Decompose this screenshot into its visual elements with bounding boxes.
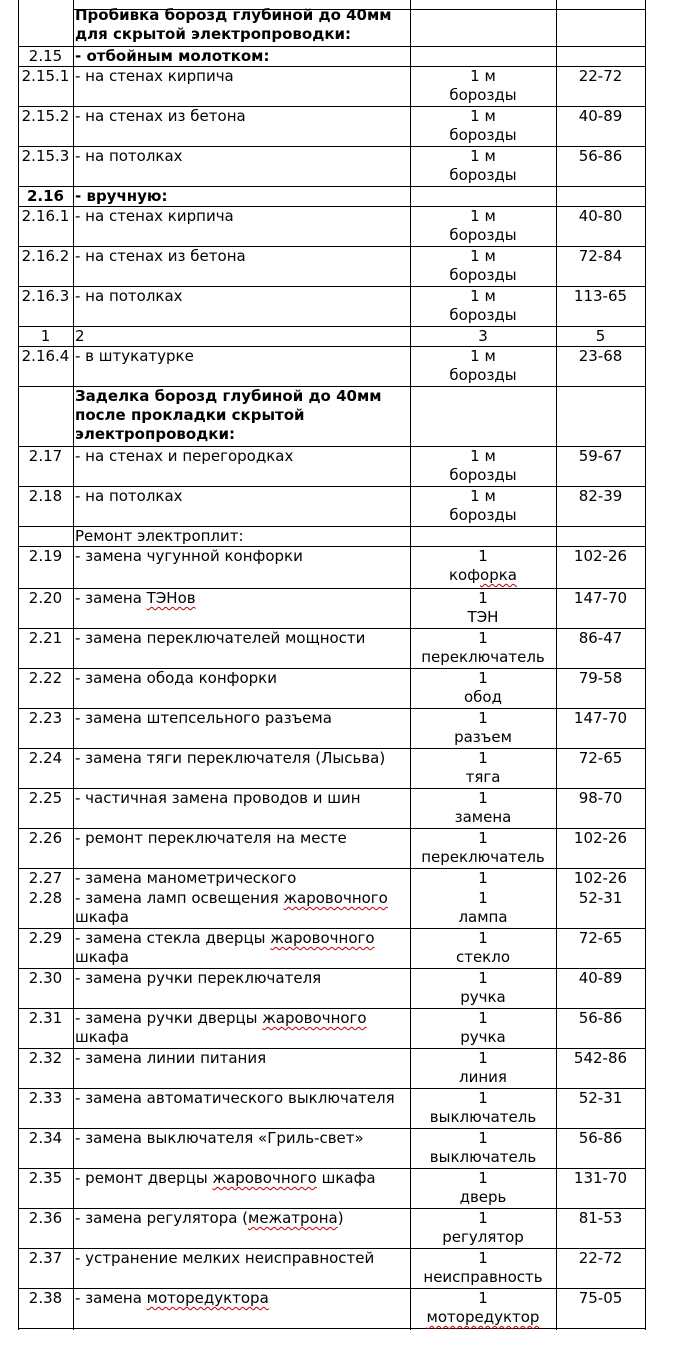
row-number: 2.16.1 <box>21 207 70 225</box>
price-value: 52-31 <box>578 1089 623 1107</box>
price-value: 102-26 <box>573 869 628 887</box>
price-value: 102-26 <box>573 829 628 847</box>
unit-of-measure: 1 м борозды <box>449 107 517 144</box>
price-value: 23-68 <box>578 347 623 365</box>
work-name: - на потолках <box>75 487 183 505</box>
price-value: 147-70 <box>573 589 628 607</box>
row-number: 2.16 <box>26 187 64 205</box>
price-value: 98-70 <box>578 789 623 807</box>
price-value: 40-89 <box>578 107 623 125</box>
price-value: 56-86 <box>578 1009 623 1027</box>
work-name: - ремонт переключателя на месте <box>75 829 347 847</box>
unit-of-measure: 1 м борозды <box>449 487 517 524</box>
unit-of-measure: 1 тяга <box>465 749 501 786</box>
unit-of-measure: 1 ТЭН <box>467 589 499 626</box>
row-number: 2.16.2 <box>21 247 70 265</box>
work-name: - замена моторедуктора <box>75 1289 269 1307</box>
work-name: 2 <box>75 327 85 345</box>
price-value: 86-47 <box>578 629 623 647</box>
row-number: 2.22 <box>28 669 63 687</box>
unit-of-measure: 1 обод <box>464 669 502 706</box>
row-number: 2.20 <box>28 589 63 607</box>
unit-of-measure: 1 дверь <box>459 1169 507 1206</box>
price-value: 56-86 <box>578 147 623 165</box>
work-name: - замена штепсельного разъема <box>75 709 332 727</box>
row-number: 2.26 <box>28 829 63 847</box>
unit-of-measure: 1 м борозды <box>449 447 517 484</box>
work-name: - отбойным молотком: <box>75 47 270 65</box>
unit-of-measure: 1 м борозды <box>449 287 517 324</box>
work-name: Пробивка борозд глубиной до 40мм для скрытой электропроводки: <box>75 6 392 43</box>
row-number: 2.15.1 <box>21 67 70 85</box>
unit-of-measure: 1 переключатель <box>421 829 545 866</box>
unit-of-measure: 1 м борозды <box>449 347 517 384</box>
row-number: 2.19 <box>28 547 63 565</box>
work-name: - на стенах кирпича <box>75 207 234 225</box>
unit-of-measure: 1 стекло <box>455 929 511 966</box>
row-number: 2.17 <box>28 447 63 465</box>
work-name: - замена ТЭНов <box>75 589 196 607</box>
work-name: - на стенах и перегородках <box>75 447 294 465</box>
unit-of-measure: 1 регулятор <box>442 1209 524 1246</box>
price-value: 40-80 <box>578 207 623 225</box>
work-name: Заделка борозд глубиной до 40мм после прокладки скрытой электропроводки: <box>75 387 382 443</box>
unit-of-measure: 1 выключатель <box>429 1089 537 1126</box>
work-name: - замена выключателя «Гриль-свет» <box>75 1129 364 1147</box>
work-name: - замена регулятора (межатрона) <box>75 1209 344 1227</box>
unit-of-measure: 1 переключатель <box>421 629 545 666</box>
price-value: 22-72 <box>578 67 623 85</box>
row-number: 2.33 <box>28 1089 63 1107</box>
price-value: 40-89 <box>578 969 623 987</box>
unit-of-measure: 1 замена <box>454 789 512 826</box>
unit-of-measure: 1 линия <box>459 1049 507 1086</box>
row-number: 2.15 <box>28 47 63 65</box>
row-number: 2.36 <box>28 1209 63 1227</box>
unit-of-measure: 1 разъем <box>454 709 512 746</box>
row-number: 2.30 <box>28 969 63 987</box>
unit-of-measure: 1 ручка <box>460 969 506 1006</box>
work-name: - замена стекла дверцы жаровочного шкафа <box>75 929 375 966</box>
grid-row-line <box>18 1328 645 1329</box>
row-number: 2.16.3 <box>21 287 70 305</box>
price-value: 52-31 <box>578 889 623 907</box>
work-name: - на потолках <box>75 147 183 165</box>
work-name: - замена обода конфорки <box>75 669 277 687</box>
work-name: - замена чугунной конфорки <box>75 547 303 565</box>
price-value: 131-70 <box>573 1169 628 1187</box>
work-name: - замена ручки переключателя <box>75 969 322 987</box>
unit-of-measure: 1 выключатель <box>429 1129 537 1166</box>
work-name: - на потолках <box>75 287 183 305</box>
row-number: 2.35 <box>28 1169 63 1187</box>
price-value: 147-70 <box>573 709 628 727</box>
unit-of-measure: 1 м борозды <box>449 147 517 184</box>
unit-of-measure: 1 м борозды <box>449 247 517 284</box>
work-name: - замена ламп освещения жаровочного шкафа <box>75 889 388 926</box>
work-name: - частичная замена проводов и шин <box>75 789 361 807</box>
price-value: 22-72 <box>578 1249 623 1267</box>
price-value: 72-84 <box>578 247 623 265</box>
row-number: 2.23 <box>28 709 63 727</box>
row-number: 2.18 <box>28 487 63 505</box>
row-number: 1 <box>40 327 51 345</box>
price-value: 79-58 <box>578 669 623 687</box>
row-number: 2.37 <box>28 1249 63 1267</box>
work-name: - ремонт дверцы жаровочного шкафа <box>75 1169 376 1187</box>
unit-of-measure: 1 лампа <box>458 889 508 926</box>
unit-of-measure: 1 ручка <box>460 1009 506 1046</box>
price-value: 56-86 <box>578 1129 623 1147</box>
unit-of-measure: 1 <box>478 869 488 887</box>
price-value: 5 <box>595 327 606 345</box>
work-name: - в штукатурке <box>75 347 194 365</box>
price-value: 542-86 <box>573 1049 628 1067</box>
work-name: - на стенах кирпича <box>75 67 234 85</box>
work-name: - вручную: <box>75 187 168 205</box>
row-number: 2.21 <box>28 629 63 647</box>
work-name: - замена автоматического выключателя <box>75 1089 395 1107</box>
row-number: 2.31 <box>28 1009 63 1027</box>
price-value: 82-39 <box>578 487 623 505</box>
work-name: - замена ручки дверцы жаровочного шкафа <box>75 1009 367 1046</box>
row-number: 2.25 <box>28 789 63 807</box>
work-name: - на стенах из бетона <box>75 247 246 265</box>
price-table <box>18 0 645 1330</box>
price-value: 113-65 <box>573 287 628 305</box>
work-name: - замена манометрического <box>75 869 297 887</box>
price-value: 75-05 <box>578 1289 623 1307</box>
price-value: 72-65 <box>578 749 623 767</box>
price-value: 102-26 <box>573 547 628 565</box>
price-value: 59-67 <box>578 447 623 465</box>
row-number: 2.24 <box>28 749 63 767</box>
unit-of-measure: 1 кофорка <box>448 547 517 584</box>
row-number: 2.32 <box>28 1049 63 1067</box>
work-name: - замена переключателей мощности <box>75 629 366 647</box>
price-value: 81-53 <box>578 1209 623 1227</box>
row-number: 2.15.3 <box>21 147 70 165</box>
work-name: Ремонт электроплит: <box>75 527 244 545</box>
work-name: - замена линии питания <box>75 1049 267 1067</box>
row-number: 2.29 <box>28 929 63 947</box>
row-number: 2.15.2 <box>21 107 70 125</box>
unit-of-measure: 3 <box>478 327 488 345</box>
unit-of-measure: 1 м борозды <box>449 67 517 104</box>
row-number: 2.28 <box>28 889 63 907</box>
work-name: - на стенах из бетона <box>75 107 246 125</box>
work-name: - замена тяги переключателя (Лысьва) <box>75 749 386 767</box>
unit-of-measure: 1 м борозды <box>449 207 517 244</box>
grid-column-line <box>645 0 646 1330</box>
row-number: 2.38 <box>28 1289 63 1307</box>
row-number: 2.27 <box>28 869 63 887</box>
work-name: - устранение мелких неисправностей <box>75 1249 375 1267</box>
row-number: 2.34 <box>28 1129 63 1147</box>
unit-of-measure: 1 моторедуктор <box>426 1289 540 1326</box>
row-number: 2.16.4 <box>21 347 70 365</box>
unit-of-measure: 1 неисправность <box>423 1249 543 1286</box>
price-value: 72-65 <box>578 929 623 947</box>
